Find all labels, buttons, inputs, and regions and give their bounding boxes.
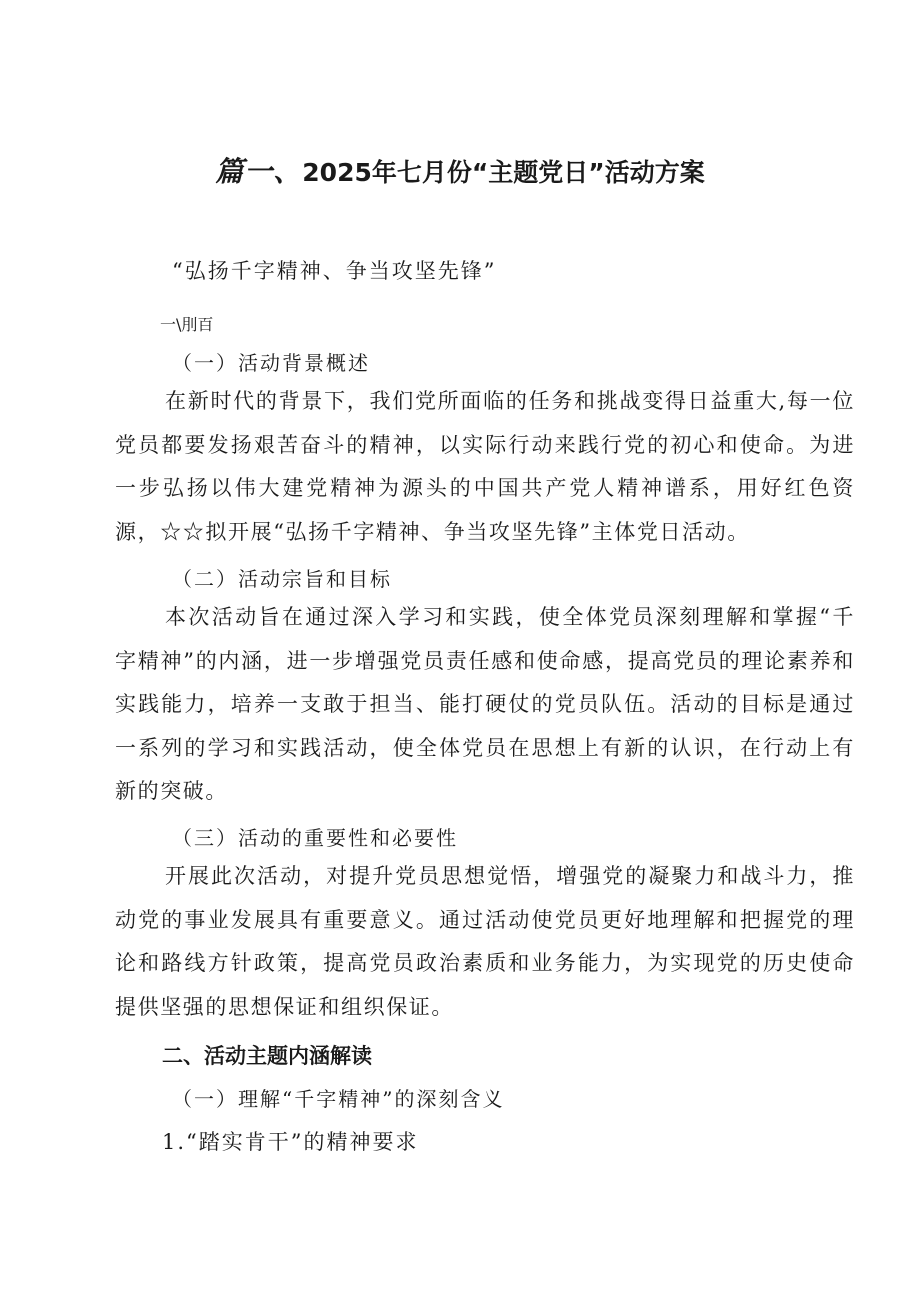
section-3-paragraph: 开展此次活动，对提升党员思想觉悟，增强党的凝聚力和战斗力，推动党的事业发展具有重要意义。通过活动使党员更好地理解和把握党的理论和路线方针政策，提高党员政治素质和业务能力，为实现党的历史使命提供坚强的思想保证和组织保证。 [115,864,855,1019]
numbered-item-1: 1.“踏实肯干”的精神要求 [162,1130,419,1154]
section-3-heading: （三）活动的重要性和必要性 [172,826,458,850]
section-2-paragraph: 本次活动旨在通过深入学习和实践，使全体党员深刻理解和掌握“千字精神”的内涵，进一步增强党员责任感和使命感，提高党员的理论素养和实践能力，培养一支敢于担当、能打硬仗的党员队伍。活动的目标是通过一系列的学习和实践活动，使全体党员在思想上有新的认识，在行动上有新的突破。 [115,605,855,803]
chapter-2-heading: 二、活动主题内涵解读 [162,1044,372,1068]
section-2-heading: （二）活动宗旨和目标 [172,567,392,591]
title-prefix: 篇一、 [215,155,303,188]
section-1-heading: （一）活动背景概述 [172,351,370,375]
section-1-paragraph: 在新时代的背景下，我们党所面临的任务和挑战变得日益重大,每一位党员都要发扬艰苦奋斗的精神，以实际行动来践行党的初心和使命。为进一步弘扬以伟大建党精神为源头的中国共产党人精神谱系，用好红色资源，☆☆拟开展“弘扬千字精神、争当攻坚先锋”主体党日活动。 [115,389,855,544]
chapter-2-subsection-1: （一）理解“千字精神”的深刻含义 [172,1087,505,1111]
title-main: 2025年七月份“主题党日”活动方案 [302,158,705,187]
activity-theme: “弘扬千字精神、争当攻坚先锋” [172,259,497,283]
document-title [0,150,920,190]
section-heading-preface: 一\刖百 [160,315,214,334]
